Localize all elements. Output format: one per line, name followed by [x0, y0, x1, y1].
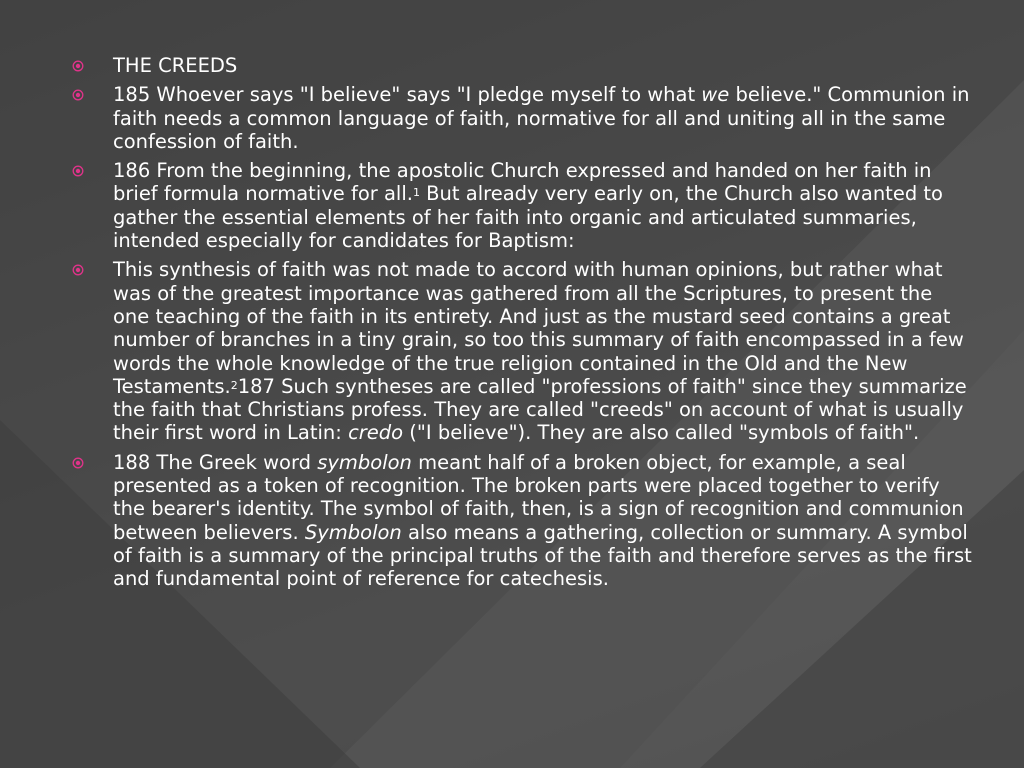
text-segment: 185 Whoever says "I believe" says "I pledge myself to what [113, 83, 702, 107]
text-segment: we [701, 83, 730, 107]
text-segment: symbolon [317, 450, 412, 474]
slide-content [72, 54, 972, 597]
bullet-text [113, 83, 970, 153]
ring-dot-bullet-icon [72, 457, 84, 469]
ring-dot-bullet-icon [72, 60, 84, 72]
footnote-marker: 2 [230, 378, 238, 392]
text-segment: 186 From the beginning, the apostolic Church expressed and handed on her faith in brief formula normative for all. [113, 159, 932, 206]
footnote-marker: 1 [412, 186, 420, 200]
ring-dot-bullet-icon [72, 89, 84, 101]
text-segment: also means a gathering, collection or summary. A symbol of faith is a summary of the principal truths of the faith and therefore serves as the first and fundamental point of reference for catechesis. [113, 520, 972, 591]
text-segment: credo [348, 421, 404, 445]
text-segment: 188 The Greek word [113, 450, 318, 474]
bullet-item [72, 451, 972, 591]
text-segment: 187 Such syntheses are called "professions of faith" since they summarize the faith that Christians profess. They are called "creeds" on account of what is usually their first word in Latin: [113, 374, 967, 445]
text-segment: This synthesis of faith was not made to accord with human opinions, but rather what was of the greatest importance was gathered from all the Scriptures, to present the one teaching of the faith in its entirety. And just as the mustard seed contains a great number of branches in a tiny grain, so too this summary of faith encompassed in a few words the whole knowledge of the true religion contained in the Old and the New Testaments. [113, 258, 964, 398]
text-segment: Symbolon [304, 520, 402, 544]
ring-dot-bullet-icon [72, 264, 84, 276]
ring-dot-bullet-icon [72, 165, 84, 177]
bullet-text [113, 159, 943, 252]
bullet-text [113, 451, 972, 590]
bullet-item [72, 159, 972, 252]
text-segment: ("I believe"). They are also called "symbols of faith". [403, 421, 920, 445]
text-segment: THE CREEDS [113, 54, 238, 77]
bullet-item [72, 54, 972, 77]
text-segment: But already very early on, the Church also wanted to gather the essential elements of her faith into organic and articulated summaries, intended especially for candidates for Baptism: [113, 182, 943, 253]
bullet-list [72, 54, 972, 591]
bullet-text [113, 258, 967, 444]
bullet-item [72, 258, 972, 444]
bullet-text [113, 54, 237, 77]
text-segment: meant half of a broken object, for example, a seal presented as a token of recognition. The broken parts were placed together to verify the bearer's identity. The symbol of faith, then, is a sign of recognition and communion between believers. [113, 450, 964, 544]
bullet-item [72, 83, 972, 153]
text-segment: believe." Communion in faith needs a common language of faith, normative for all and uniting all in the same confession of faith. [113, 83, 970, 153]
